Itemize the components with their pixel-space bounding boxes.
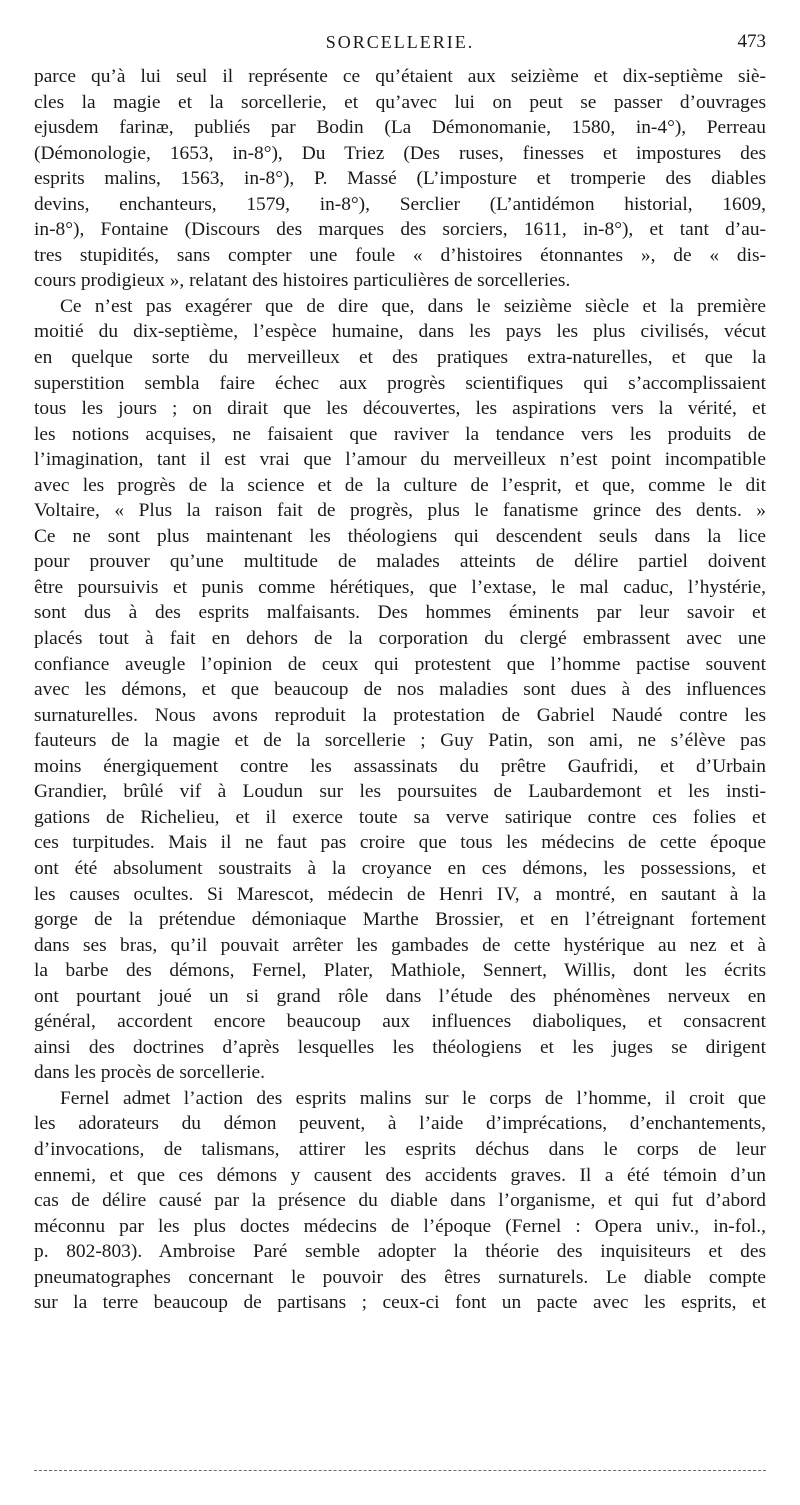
text-line: gorge de la prétendue démoniaque Marthe Brossier, et en l’étreignant fortement	[34, 909, 766, 931]
text-line: parce qu’à lui seul il représente ce qu’étaient aux seizième et dix-septième siè-	[34, 66, 766, 87]
text-line: sont dus à des esprits malfaisants. Des hommes éminents par leur savoir et	[34, 602, 766, 624]
text-line: dans les procès de sorcellerie.	[34, 1062, 265, 1084]
text-line: méconnu par les plus doctes médecins de l’époque (Fernel : Opera univ., in-fol.,	[34, 1215, 766, 1237]
text-line: cas de délire causé par la présence du diable dans l’organisme, et qui fut d’abord	[34, 1190, 766, 1212]
page-number: 473	[737, 31, 766, 52]
text-line: dans ses bras, qu’il pouvait arrêter les gambades de cette hystérique au nez et à	[34, 934, 766, 956]
text-line: moitié du dix-septième, l’espèce humaine, dans les pays les plus civilisés, vécut	[34, 321, 766, 343]
text-line: avec les démons, et que beaucoup de nos maladies sont dues à des influences	[34, 679, 766, 701]
text-line: esprits malins, 1563, in-8°), P. Massé (L’imposture et tromperie des diables	[34, 168, 766, 190]
text-line: ces turpitudes. Mais il ne faut pas croire que tous les médecins de cette époque	[34, 832, 766, 854]
text-line: d’invocations, de talismans, attirer les esprits déchus dans le corps de leur	[34, 1138, 766, 1160]
text-line: les notions acquises, ne faisaient que raviver la tendance vers les produits de	[34, 423, 766, 445]
text-line: les adorateurs du démon peuvent, à l’aide d’imprécations, d’enchantements,	[34, 1113, 766, 1135]
text-line: pour prouver qu’une multitude de malades atteints de délire partiel doivent	[34, 551, 766, 573]
page-header	[34, 30, 766, 54]
text-line: ainsi des doctrines d’après lesquelles les théologiens et les juges se dirigent	[34, 1036, 766, 1058]
footer-rule	[34, 1470, 766, 1471]
text-line: surnaturelles. Nous avons reproduit la protestation de Gabriel Naudé contre les	[34, 704, 766, 726]
text-line: Ce n’est pas exagérer que de dire que, dans le seizième siècle et la première	[60, 295, 766, 317]
text-line: moins énergiquement contre les assassinats du prêtre Gaufridi, et d’Urbain	[34, 755, 766, 777]
text-line: Fernel admet l’action des esprits malins sur le corps de l’homme, il croit que	[60, 1087, 766, 1109]
text-line: sur la terre beaucoup de partisans ; ceux-ci font un pacte avec les esprits, et	[34, 1292, 766, 1314]
text-line: devins, enchanteurs, 1579, in-8°), Serclier (L’antidémon historial, 1609,	[34, 193, 766, 215]
text-line: ont pourtant joué un si grand rôle dans l’étude des phénomènes nerveux en	[34, 985, 766, 1007]
text-line: les causes ocultes. Si Marescot, médecin de Henri IV, a montré, en sautant à la	[34, 883, 766, 905]
text-line: l’imagination, tant il est vrai que l’amour du merveilleux n’est point incompatible	[34, 449, 766, 471]
text-line: placés tout à fait en dehors de la corporation du clergé embrassent avec une	[34, 628, 766, 650]
paragraph	[34, 64, 766, 294]
text-line: Grandier, brûlé vif à Loudun sur les poursuites de Laubardemont et les insti-	[34, 781, 766, 803]
text-line: tres stupidités, sans compter une foule « d’histoires étonnantes », de « dis-	[34, 244, 766, 266]
text-line: tous les jours ; on dirait que les découvertes, les aspirations vers la vérité, et	[34, 398, 766, 420]
text-line: superstition sembla faire échec aux progrès scientifiques qui s’accomplissaient	[34, 372, 766, 394]
text-line: général, accordent encore beaucoup aux influences diaboliques, et consacrent	[34, 1011, 766, 1033]
paragraph	[34, 1086, 766, 1316]
text-line: p. 802-803). Ambroise Paré semble adopter la théorie des inquisiteurs et des	[34, 1241, 766, 1263]
body-text	[34, 64, 766, 1316]
text-line: Ce ne sont plus maintenant les théologiens qui descendent seuls dans la lice	[34, 525, 766, 547]
text-line: pneumatographes concernant le pouvoir des êtres surnaturels. Le diable compte	[34, 1266, 766, 1288]
text-line: in-8°), Fontaine (Discours des marques des sorciers, 1611, in-8°), et tant d’au-	[34, 219, 766, 241]
text-line: en quelque sorte du merveilleux et des pratiques extra-naturelles, et que la	[34, 347, 766, 369]
text-line: Voltaire, « Plus la raison fait de progrès, plus le fanatisme grince des dents. »	[34, 500, 766, 522]
text-line: confiance aveugle l’opinion de ceux qui protestent que l’homme pactise souvent	[34, 653, 766, 675]
text-line: ejusdem farinæ, publiés par Bodin (La Démonomanie, 1580, in-4°), Perreau	[34, 117, 766, 139]
text-line: ont été absolument soustraits à la croyance en ces démons, les possessions, et	[34, 857, 766, 879]
text-line: la barbe des démons, Fernel, Plater, Mathiole, Sennert, Willis, dont les écrits	[34, 960, 766, 982]
text-line: gations de Richelieu, et il exerce toute sa verve satirique contre ces folies et	[34, 806, 766, 828]
text-line: cours prodigieux », relatant des histoires particulières de sorcelleries.	[34, 270, 571, 292]
paragraph	[34, 294, 766, 1086]
text-line: ennemi, et que ces démons y causent des accidents graves. Il a été témoin d’un	[34, 1164, 766, 1186]
running-title: SORCELLERIE.	[325, 32, 475, 52]
text-line: être poursuivis et punis comme hérétiques, que l’extase, le mal caduc, l’hystérie,	[34, 576, 766, 598]
text-line: (Démonologie, 1653, in-8°), Du Triez (Des ruses, finesses et impostures des	[34, 142, 766, 164]
text-line: fauteurs de la magie et de la sorcellerie ; Guy Patin, son ami, ne s’élève pas	[34, 730, 766, 752]
text-line: cles la magie et la sorcellerie, et qu’avec lui on peut se passer d’ouvrages	[34, 91, 766, 113]
text-line: avec les progrès de la science et de la culture de l’esprit, et que, comme le dit	[34, 474, 766, 496]
